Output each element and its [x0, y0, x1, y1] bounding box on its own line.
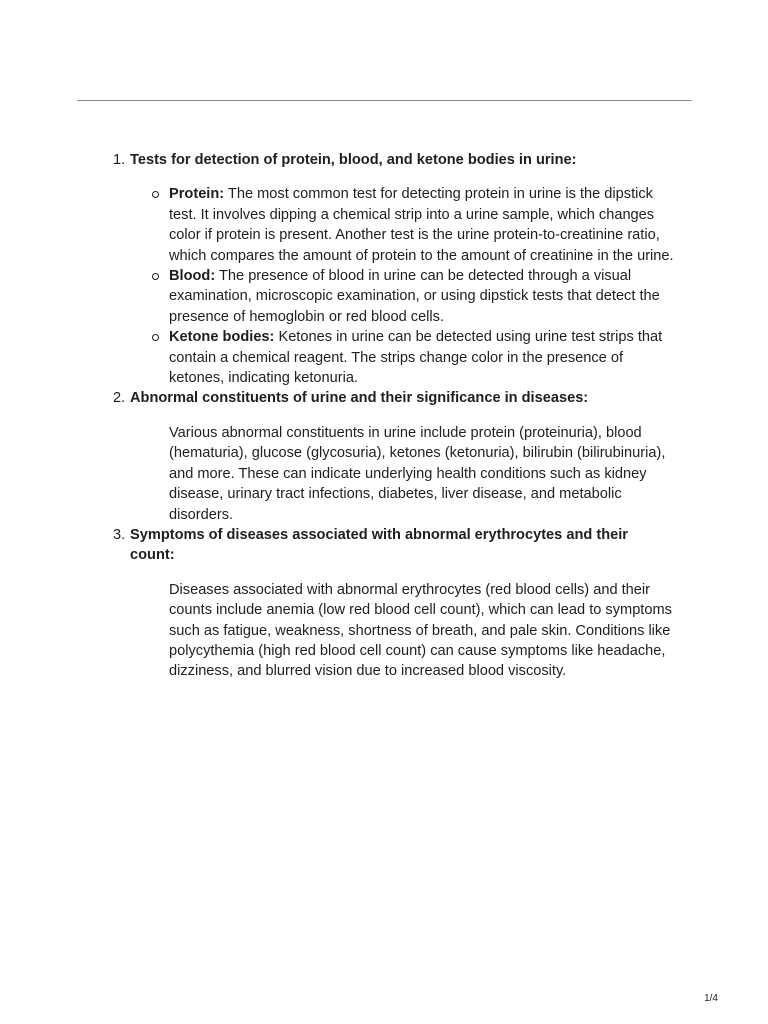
term-label: Ketone bodies: — [169, 329, 275, 346]
section-heading: Tests for detection of protein, blood, and ketone bodies in urine: — [130, 152, 577, 168]
page-indicator: 1/4 — [704, 993, 718, 1004]
sub-list — [130, 184, 674, 388]
section-heading: Symptoms of diseases associated with abnormal erythrocytes and their count: — [130, 526, 628, 564]
document-body — [0, 150, 768, 682]
sub-list-item-blood — [130, 266, 674, 327]
term-description: Ketones in urine can be detected using urine test strips that contain a chemical reagent. The strips change color in the presence of ketones, indicating ketonuria. — [169, 329, 663, 387]
circle-bullet-icon — [152, 334, 159, 341]
sub-list-item-protein — [130, 184, 674, 266]
list-item-1 — [0, 150, 674, 388]
section-paragraph: Diseases associated with abnormal erythrocytes (red blood cells) and their counts include anemia (low red blood cell count), which can lead to symptoms such as fatigue, weakness, shortness of breath, and pale skin. Conditions like polycythemia (high red blood cell count) can cause symptoms like headache, dizziness, and blurred vision due to increased blood viscosity. — [169, 581, 672, 680]
circle-bullet-icon — [152, 273, 159, 280]
term-description: The most common test for detecting protein in urine is the dipstick test. It involves dipping a chemical strip into a urine sample, which changes color if protein is present. Another test is the urine protein-to-creatinine ratio, which compares the amount of protein to the amount of creatinine in the urine. — [169, 186, 674, 264]
list-item-2 — [0, 388, 665, 524]
header-divider — [77, 100, 692, 101]
list-item-3 — [0, 525, 672, 682]
list-number: 1. — [113, 152, 126, 168]
circle-bullet-icon — [152, 191, 159, 198]
section-paragraph: Various abnormal constituents in urine include protein (proteinuria), blood (hematuria), glucose (glycosuria), ketones (ketonuria), bilirubin (bilirubinuria), and more. These can indicate underlying health conditions such as kidney disease, urinary tract infections, diabetes, liver disease, and metabolic disorders. — [169, 424, 666, 523]
term-label: Protein: — [169, 186, 225, 203]
list-number: 3. — [113, 526, 126, 543]
sub-list-item-ketone-bodies — [130, 327, 674, 388]
term-label: Blood: — [169, 268, 216, 285]
section-heading: Abnormal constituents of urine and their significance in diseases: — [130, 390, 589, 407]
term-description: The presence of blood in urine can be detected through a visual examination, microscopic examination, or using dipstick tests that detect the presence of hemoglobin or red blood cells. — [169, 268, 660, 325]
list-number: 2. — [113, 390, 126, 407]
